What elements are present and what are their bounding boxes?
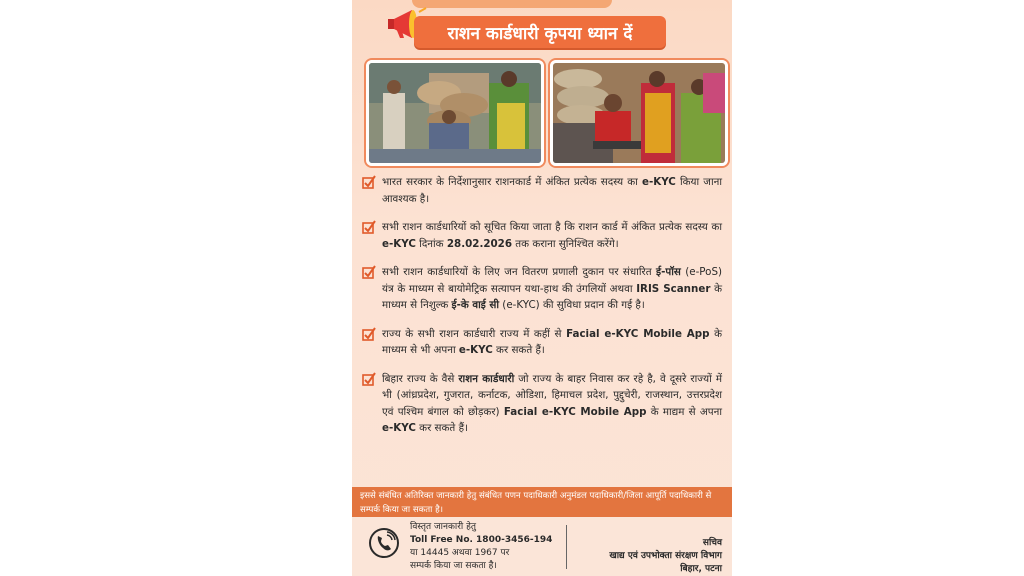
footer bbox=[352, 517, 732, 576]
checkbox-icon bbox=[362, 327, 376, 341]
bullet-item bbox=[362, 219, 722, 252]
issuer-location: बिहार, पटना bbox=[680, 564, 722, 574]
toll-free-number[interactable]: Toll Free No. 1800-3456-194 bbox=[410, 535, 553, 545]
bullet-text: सभी राशन कार्डधारियों को सूचित किया जाता है कि राशन कार्ड में अंकित प्रत्येक सदस्य का e-KYC दिनांक 28.02.2026 तक कराना सुनिश्चित करेंगे। bbox=[382, 221, 722, 250]
checkbox-icon bbox=[362, 175, 376, 189]
checkbox-icon bbox=[362, 220, 376, 234]
bullet-text: सभी राशन कार्डधारियों के लिए जन वितरण प्रणाली दुकान पर संधारित ई-पॉस (e-PoS) यंत्र के माध्यम से बायोमेट्रिक सत्यापन यथा-हाथ की उंगलियों अथवा IRIS Scanner के माध्यम से निशुल्क ई-के वाई सी (e-KYC) की सुविधा प्रदान की गई है। bbox=[382, 266, 722, 311]
issuer-title: सचिव bbox=[702, 538, 722, 548]
bullet-item bbox=[362, 326, 722, 359]
bullet-text: राज्य के सभी राशन कार्डधारी राज्य में कहीं से Facial e-KYC Mobile App के माध्यम से भी अपना e-KYC कर सकते हैं। bbox=[382, 327, 722, 356]
alt-numbers: या 14445 अथवा 1967 पर bbox=[410, 548, 510, 558]
helpline-info bbox=[410, 521, 560, 573]
checkbox-icon bbox=[362, 372, 376, 386]
bullet-item bbox=[362, 174, 722, 207]
bullet-text: बिहार राज्य के वैसे राशन कार्डधारी जो राज्य के बाहर निवास कर रहे है, वे दूसरे राज्यों में भी (आंध्रप्रदेश, गुजरात, कर्नाटक, ओडिशा, हिमाचल प्रदेश, पुद्दुचेरी, राजस्थान, उत्तरप्रदेश एवं पश्चिम बंगाल को छोड़कर) Facial e-KYC Mobile App के माद्यम से अपना e-KYC कर सकते हैं। bbox=[382, 372, 722, 434]
top-strip bbox=[412, 0, 612, 8]
ration-photo-left bbox=[366, 60, 544, 166]
bullet-text: भारत सरकार के निर्देशानुसार राशनकार्ड में अंकित प्रत्येक सदस्य का e-KYC किया जाना आवश्यक है। bbox=[382, 176, 722, 205]
contact-info-bar: इससे संबंधित अतिरिक्त जानकारी हेतु संबंधित पणन पदाधिकारी अनुमंडल पदाधिकारी/जिला आपूर्ति पदाधिकारी से सम्पर्क किया जा सकता है। bbox=[352, 487, 732, 517]
ration-photo-right bbox=[550, 60, 728, 166]
issuer-info bbox=[572, 537, 722, 576]
bullet-item bbox=[362, 264, 722, 314]
bullet-item bbox=[362, 371, 722, 437]
notice-bullets bbox=[362, 174, 722, 449]
phone-icon bbox=[368, 527, 400, 559]
checkbox-icon bbox=[362, 265, 376, 279]
contact-note: सम्पर्क किया जा सकता है। bbox=[410, 561, 497, 571]
issuer-department: खाद्य एवं उपभोक्ता संरक्षण विभाग bbox=[609, 551, 722, 561]
helpline-intro: विस्तृत जानकारी हेतु bbox=[410, 522, 476, 532]
page-title: राशन कार्डधारी कृपया ध्यान दें bbox=[414, 16, 666, 48]
footer-divider bbox=[566, 525, 567, 569]
notice-poster bbox=[352, 0, 732, 576]
